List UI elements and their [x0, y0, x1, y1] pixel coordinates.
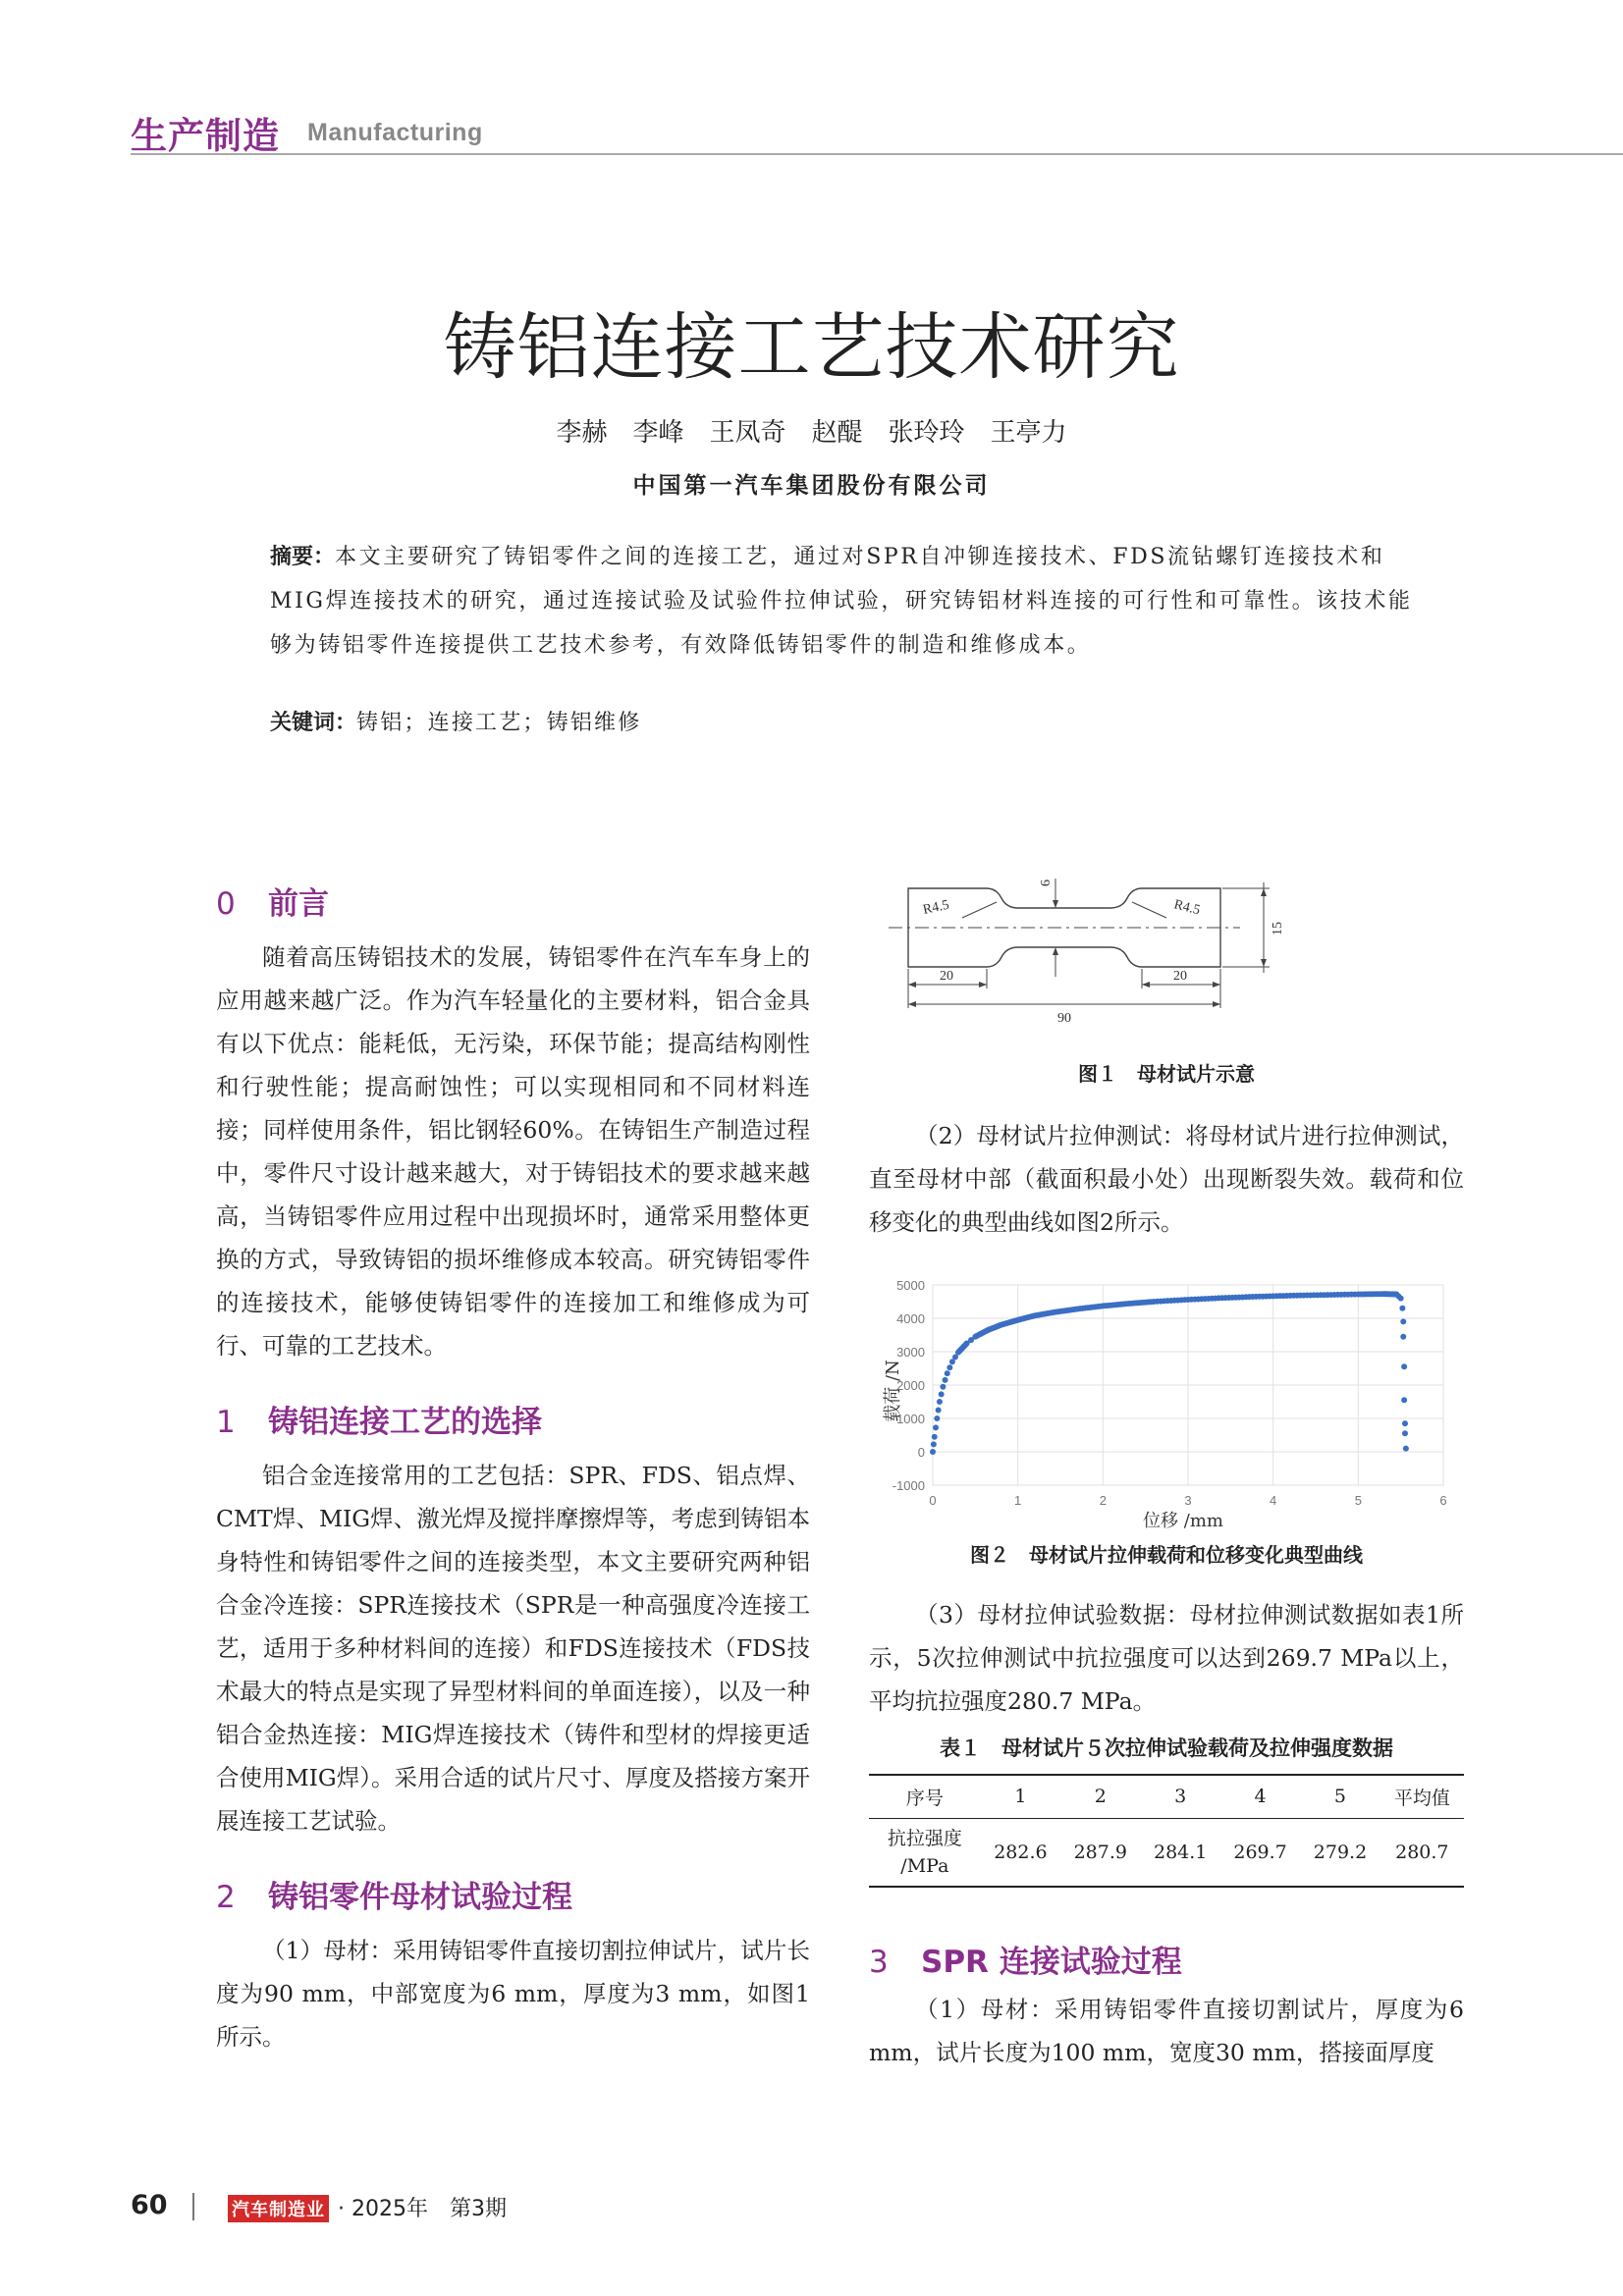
row-label-unit: /MPa [900, 1854, 949, 1877]
chart-x-tick-label: 3 [1184, 1493, 1192, 1508]
section-heading-0 [216, 879, 810, 922]
specimen-drawing [869, 879, 1464, 1050]
chart-x-tick-label: 5 [1354, 1493, 1362, 1508]
chart-y-tick-label: 3000 [896, 1345, 925, 1360]
table-cell: 279.2 [1313, 1841, 1368, 1863]
chart-data-point [933, 1424, 939, 1430]
paragraph: （1）母材：采用铸铝零件直接切割试片，厚度为6 mm，试片长度为100 mm，宽度30 mm，搭接面厚度 [869, 1996, 1464, 2066]
section-title: 铸铝零件母材试验过程 [268, 1880, 572, 1915]
table-cell: 280.7 [1395, 1841, 1449, 1863]
fig1-label-total-len: 90 [1057, 1011, 1071, 1026]
figure-1-caption: 图１ 母材试片示意 [1078, 1062, 1255, 1086]
chart-x-tick-label: 2 [1099, 1493, 1107, 1508]
chart-data-point [1400, 1334, 1406, 1340]
header-divider [131, 153, 1623, 155]
load-displacement-chart [869, 1273, 1464, 1533]
chart-y-axis-label: 载荷 /N [883, 1360, 903, 1422]
tensile-strength-table [869, 1774, 1464, 1888]
table-row-label [869, 1818, 981, 1887]
table-header-cell: 2 [1094, 1786, 1107, 1808]
chart-grid [933, 1285, 1443, 1485]
fig1-label-r-left: R4.5 [921, 897, 951, 918]
fig1-label-right-len: 20 [1173, 969, 1187, 984]
chart-data-point [1402, 1430, 1408, 1436]
table-header-cell: 3 [1174, 1786, 1187, 1808]
section-number: 2 [216, 1880, 236, 1915]
journal-logo: 汽车制造业 [228, 2195, 329, 2222]
footer-divider [192, 2193, 194, 2220]
chart-data-point [1399, 1306, 1405, 1311]
chart-y-tick-label: 4000 [896, 1311, 925, 1326]
chart-data-point [945, 1370, 950, 1376]
section-header-cn: 生产制造 [131, 115, 280, 157]
paragraph: （2）母材试片拉伸测试：将母材试片进行拉伸测试，直至母材中部（截面积最小处）出现断裂失效。载荷和位移变化的典型曲线如图2所示。 [869, 1122, 1464, 1236]
paragraph: （3）母材拉伸试验数据：母材拉伸测试数据如表1所示，5次拉伸测试中抗拉强度可以达到269.7 MPa以上，平均抗拉强度280.7 MPa。 [869, 1601, 1464, 1715]
table-1-caption: 表１ 母材试片５次拉伸试验载荷及拉伸强度数据 [940, 1736, 1393, 1760]
section-header-en: Manufacturing [307, 119, 483, 146]
chart-x-tick-label: 6 [1439, 1493, 1447, 1508]
table-header-cell: 平均值 [1393, 1787, 1450, 1809]
abstract-label: 摘要： [270, 545, 336, 569]
chart-data-point [937, 1399, 943, 1405]
section-number: 1 [216, 1405, 236, 1440]
fig1-label-r-right: R4.5 [1172, 897, 1202, 919]
paragraph: 铝合金连接常用的工艺包括：SPR、FDS、铝点焊、CMT焊、MIG焊、激光焊及搅拌摩擦焊等，考虑到铸铝本身特性和铸铝零件之间的连接类型，本文主要研究两种铝合金冷连接：SPR连接技术（SPR是一种高强度冷连接工艺，适用于多种材料间的连接）和FDS连接技术（FDS技术最大的特点是实现了异型材料间的单面连接），以及一种铝合金热连接：MIG焊连接技术（铸件和型材的焊接更适合使用MIG焊）。采用合适的试片尺寸、厚度及搭接方案开展连接工艺试验。 [216, 1462, 810, 1835]
figure-2-caption: 图２ 母材试片拉伸载荷和位移变化典型曲线 [970, 1543, 1363, 1567]
section-heading-1 [216, 1397, 810, 1440]
chart-x-tick-label: 0 [929, 1493, 937, 1508]
chart-data-point [930, 1449, 936, 1455]
right-column [869, 879, 1464, 2074]
issue-info: · 2025年 第3期 [338, 2197, 507, 2221]
fig1-label-height: 15 [1271, 922, 1285, 935]
section-title: SPR 连接试验过程 [921, 1945, 1182, 1980]
section-number: 3 [869, 1945, 889, 1980]
chart-data-point [1400, 1318, 1406, 1324]
chart-y-tick-label: 2000 [896, 1378, 925, 1393]
paragraph: （1）母材：采用铸铝零件直接切割拉伸试片，试片长度为90 mm，中部宽度为6 mm，厚度为3 mm，如图1所示。 [216, 1937, 810, 2051]
chart-data-point [1403, 1446, 1409, 1452]
chart-data-point [1398, 1296, 1404, 1302]
fig1-label-mid-width: 6 [1039, 880, 1054, 886]
table-cell: 282.6 [994, 1841, 1048, 1863]
section-heading-3 [869, 1937, 1464, 1980]
table-cell: 287.9 [1073, 1841, 1127, 1863]
abstract [270, 535, 1419, 667]
chart-y-tick-label: -1000 [892, 1478, 925, 1493]
affiliation: 中国第一汽车集团股份有限公司 [632, 472, 991, 499]
chart-y-tick-label: 0 [917, 1445, 925, 1460]
table-header-cell: 序号 [905, 1787, 944, 1809]
chart-x-tick-label: 1 [1014, 1493, 1022, 1508]
fig1-label-left-len: 20 [940, 969, 953, 984]
table-row [869, 1818, 1464, 1887]
chart-data-point [931, 1441, 937, 1447]
chart-data-point [947, 1364, 952, 1370]
table-cell: 269.7 [1233, 1841, 1287, 1863]
table-header-cell: 1 [1014, 1786, 1027, 1808]
section-title: 铸铝连接工艺的选择 [268, 1405, 542, 1440]
chart-data-point [939, 1391, 945, 1397]
chart-data-point [934, 1415, 940, 1421]
chart-y-tick-label: 5000 [896, 1278, 925, 1293]
section-heading-2 [216, 1872, 810, 1915]
table-header-row [869, 1775, 1464, 1818]
chart-data-point [940, 1384, 946, 1390]
chart-y-tick-label: 1000 [896, 1412, 925, 1426]
article-title: 铸铝连接工艺技术研究 [443, 305, 1180, 390]
chart-data-point [1401, 1397, 1407, 1403]
table-cell: 284.1 [1153, 1841, 1208, 1863]
chart-x-axis-label: 位移 /mm [1143, 1511, 1223, 1531]
row-label-line: 抗拉强度 [887, 1827, 962, 1849]
chart-data-point [1402, 1420, 1408, 1426]
keywords-label: 关键词： [270, 711, 357, 735]
chart-data-point [1401, 1363, 1407, 1369]
chart-data-point [943, 1377, 948, 1383]
chart-x-tick-label: 4 [1270, 1493, 1277, 1508]
section-title: 前言 [268, 886, 329, 922]
section-number: 0 [216, 886, 236, 922]
keywords [270, 706, 641, 736]
paragraph: 随着高压铸铝技术的发展，铸铝零件在汽车车身上的应用越来越广泛。作为汽车轻量化的主要材料，铝合金具有以下优点：能耗低，无污染，环保节能；提高结构刚性和行驶性能；提高耐蚀性；可以实现相同和不同材料连接；同样使用条件，铝比钢轻60%。在铸铝生产制造过程中，零件尺寸设计越来越大，对于铸铝技术的要求越来越高，当铸铝零件应用过程中出现损坏时，通常采用整体更换的方式，导致铸铝的损坏维修成本较高。研究铸铝零件的连接技术，能够使铸铝零件的连接加工和维修成为可行、可靠的工艺技术。 [216, 943, 810, 1360]
left-column [216, 879, 810, 2058]
chart-data-point [936, 1408, 942, 1414]
keywords-text: 铸铝；连接工艺；铸铝维修 [356, 711, 642, 735]
abstract-text: 本文主要研究了铸铝零件之间的连接工艺，通过对SPR自冲铆连接技术、FDS流钻螺钉连接技术和MIG焊连接技术的研究，通过连接试验及试验件拉伸试验，研究铸铝材料连接的可行性和可靠性。该技术能够为铸铝零件连接提供工艺技术参考，有效降低铸铝零件的制造和维修成本。 [270, 545, 1413, 658]
chart-data-point [932, 1434, 938, 1440]
page-number: 60 [131, 2190, 168, 2220]
author-list: 李赫 李峰 王凤奇 赵醍 张玲玲 王亭力 [556, 418, 1067, 448]
table-header-cell: 5 [1333, 1786, 1347, 1808]
table-header-cell: 4 [1254, 1786, 1267, 1808]
